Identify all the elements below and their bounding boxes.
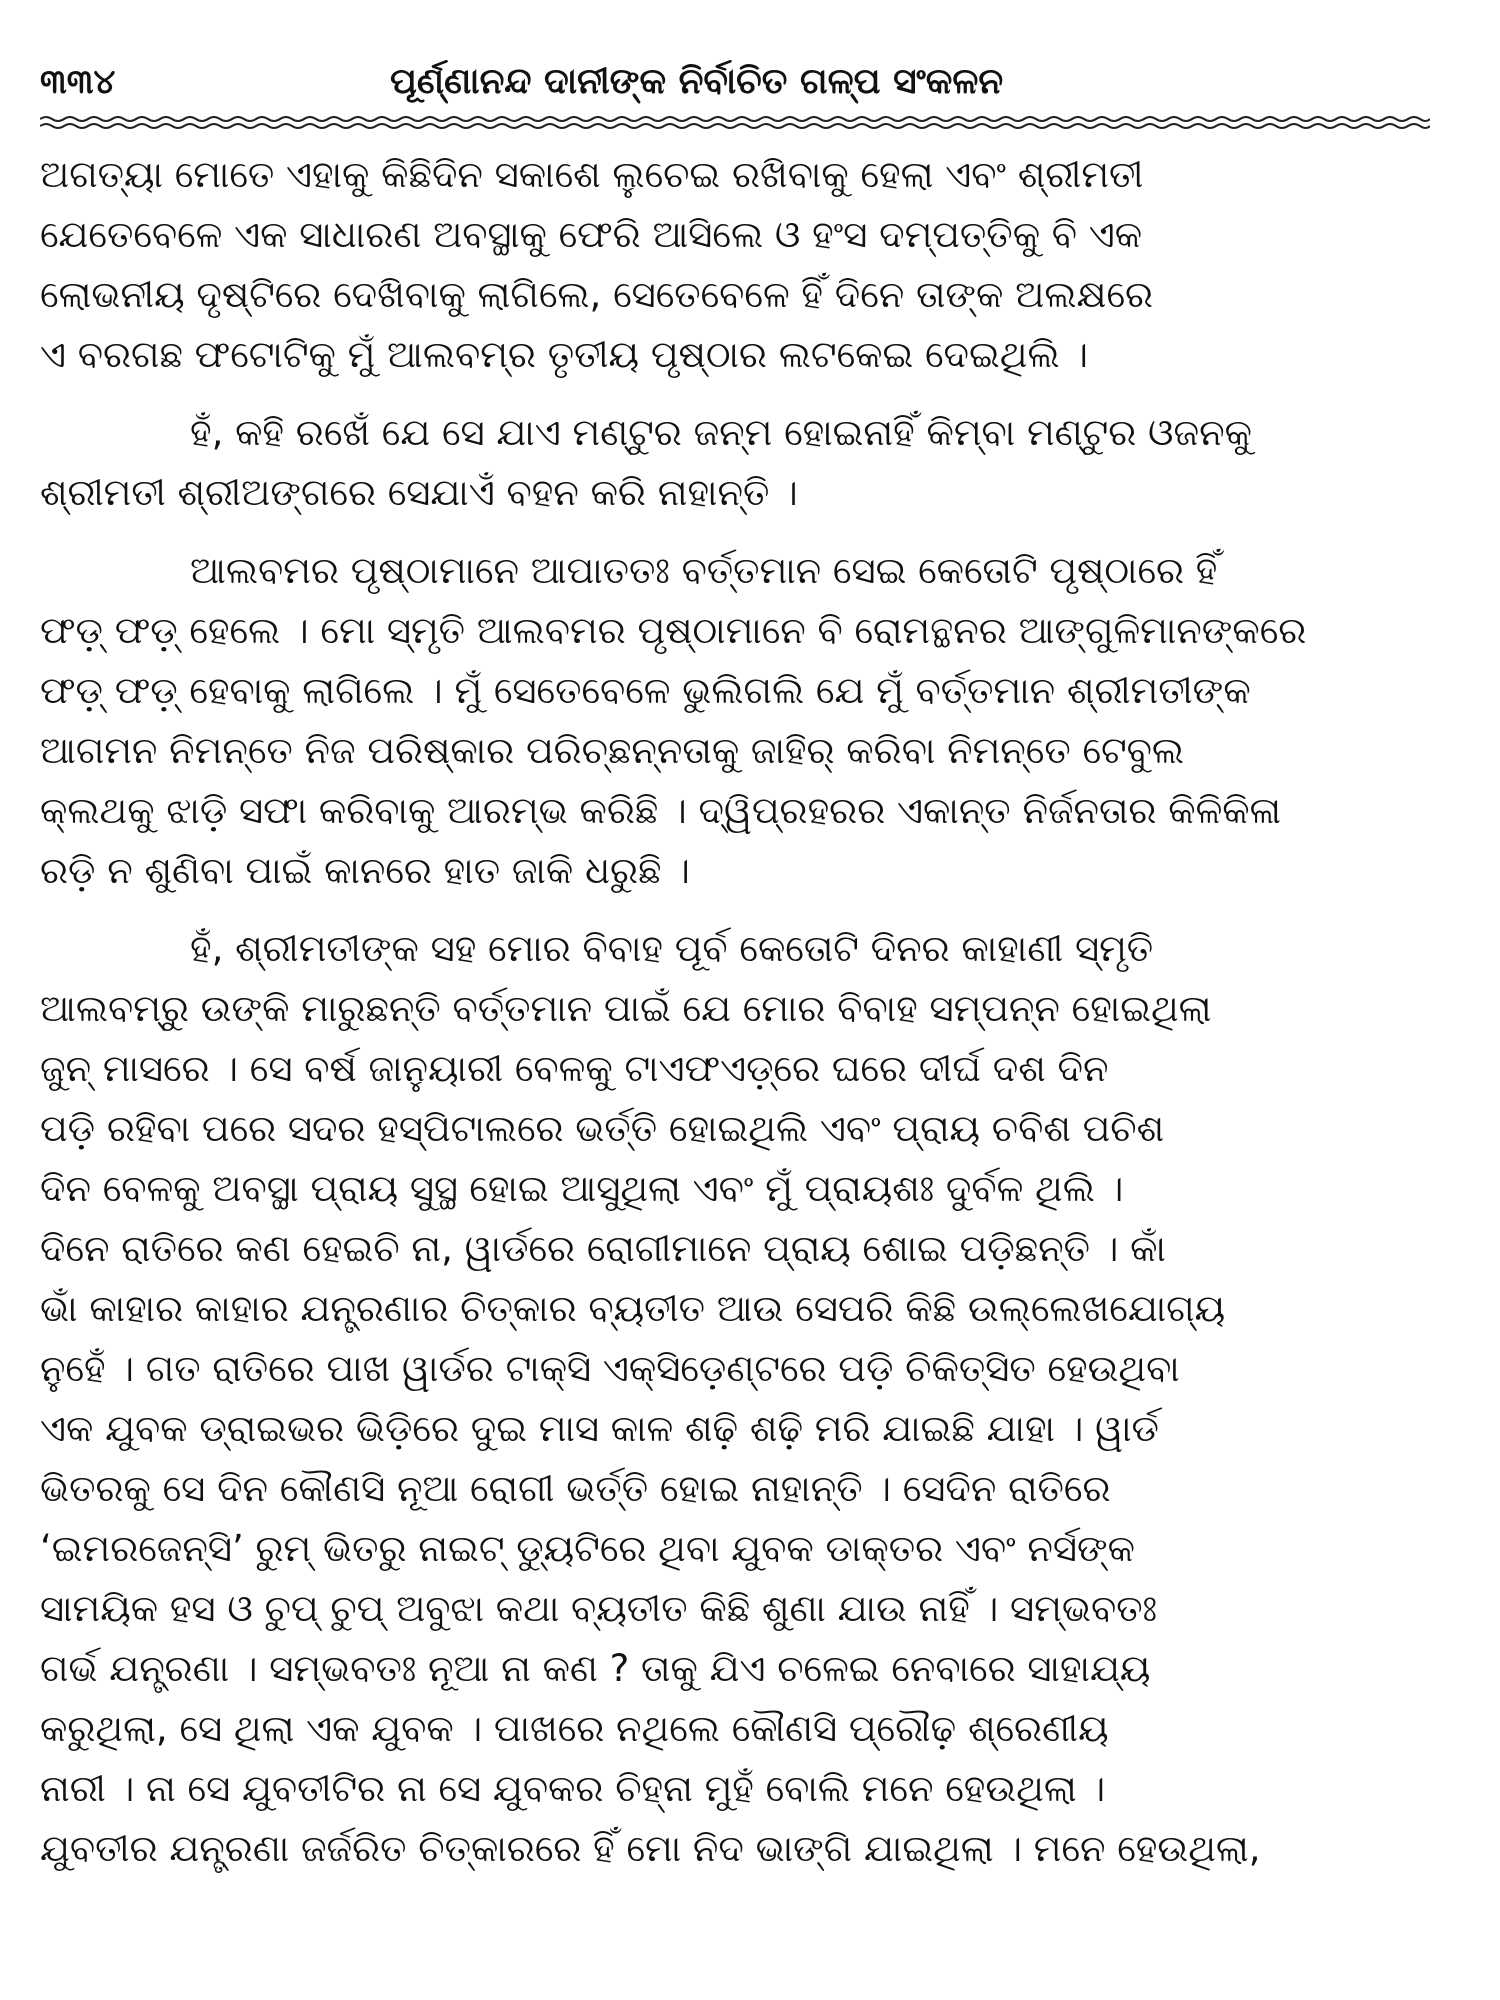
text-line: ଦିନ ବେଳକୁ ଅବସ୍ଥା ପ୍ରାୟ ସୁସ୍ଥ ହୋଇ ଆସୁଥିଲା ଏବଂ ମୁଁ ପ୍ରାୟଶଃ ଦୁର୍ବଳ ଥିଲି । bbox=[40, 1167, 1124, 1210]
text-line: ଅଗତ୍ୟା ମୋତେ ଏହାକୁ କିଛିଦିନ ସକାଶେ ଲୁଚେଇ ରଖିବାକୁ ହେଲା ଏବଂ ଶ୍ରୀମତୀ bbox=[40, 153, 1144, 196]
text-line: ଶ୍ରୀମତୀ ଶ୍ରୀଅଙ୍ଗରେ ସେଯାଏଁ ବହନ କରି ନାହାନ୍ତି । bbox=[40, 471, 798, 514]
text-line: ଆଲବମର ପୃଷ୍ଠାମାନେ ଆପାତତଃ ବର୍ତ୍ତମାନ ସେଇ କେତୋଟି ପୃଷ୍ଠାରେ ହିଁ bbox=[190, 549, 1218, 592]
text-line: ଆଲବମ୍‌ରୁ ଉଙ୍କି ମାରୁଛନ୍ତି ବର୍ତ୍ତମାନ ପାଇଁ ଯେ ମୋର ବିବାହ ସମ୍ପନ୍ନ ହୋଇଥିଲା bbox=[40, 987, 1212, 1030]
text-line: ସାମୟିକ ହସ ଓ ଚୁପ୍ ଚୁପ୍ ଅବୁଝା କଥା ବ୍ୟତୀତ କିଛି ଶୁଣା ଯାଉ ନାହିଁ । ସମ୍ଭବତଃ bbox=[40, 1587, 1157, 1630]
text-line: କ୍ଲଥକୁ ଝାଡ଼ି ସଫା କରିବାକୁ ଆରମ୍ଭ କରିଛି । ଦ୍ୱିପ୍ରହରର ଏକାନ୍ତ ନିର୍ଜନତାର କିଳିକିଳା bbox=[40, 789, 1282, 832]
page-header bbox=[40, 52, 1430, 112]
text-line: ଦିନେ ରାତିରେ କଣ ହେଇଚି ନା, ୱାର୍ଡରେ ରୋଗୀମାନେ ପ୍ରାୟ ଶୋଇ ପଡ଼ିଛନ୍ତି । କାଁ bbox=[40, 1227, 1166, 1270]
text-line: ଜୁନ୍ ମାସରେ । ସେ ବର୍ଷ ଜାନୁୟାରୀ ବେଳକୁ ଟାଏଫଏଡ଼୍‌ରେ ଘରେ ଦୀର୍ଘ ଦଶ ଦିନ bbox=[40, 1047, 1109, 1090]
text-line: ପଡ଼ି ରହିବା ପରେ ସଦର ହସ୍‌ପିଟାଲରେ ଭର୍ତ୍ତି ହୋଇଥିଲି ଏବଂ ପ୍ରାୟ ଚବିଶ ପଚିଶ bbox=[40, 1107, 1165, 1150]
text-line: ଏକ ଯୁବକ ଡ୍ରାଇଭର ଭିଡ଼ିରେ ଦୁଇ ମାସ କାଳ ଶଢ଼ି ଶଢ଼ି ମରି ଯାଇଛି ଯାହା । ୱାର୍ଡ bbox=[40, 1407, 1159, 1450]
text-line: ରଡ଼ି ନ ଶୁଣିବା ପାଇଁ କାନରେ ହାତ ଜାକି ଧରୁଛି । bbox=[40, 849, 690, 892]
text-line bbox=[40, 1879, 1430, 1939]
text-line: ଭାଁ କାହାର କାହାର ଯନ୍ତ୍ରଣାର ଚିତ୍କାର ବ୍ୟତୀତ ଆଉ ସେପରି କିଛି ଉଲ୍ଲେଖଯୋଗ୍ୟ bbox=[40, 1287, 1226, 1330]
text-line: ‘ଇମରଜେନ୍‌ସି’ ରୁମ୍ ଭିତରୁ ନାଇଟ୍ ଡ୍ୟୁଟିରେ ଥିବା ଯୁବକ ଡାକ୍ତର ଏବଂ ନର୍ସଙ୍କ bbox=[40, 1527, 1135, 1570]
text-line: ଗର୍ଭ ଯନ୍ତ୍ରଣା । ସମ୍ଭବତଃ ନୂଆ ନା କଣ ? ତାକୁ ଯିଏ ଚଳେଇ ନେବାରେ ସାହାଯ୍ୟ bbox=[40, 1647, 1151, 1690]
text-line: ହଁ, କହି ରଖେଁ ଯେ ସେ ଯାଏ ମଣ୍ଟୁର ଜନ୍ମ ହୋଇନାହିଁ କିମ୍ବା ମଣ୍ଟୁର ଓଜନକୁ bbox=[190, 411, 1252, 454]
text-line: ନୁହେଁ । ଗତ ରାତିରେ ପାଖ ୱାର୍ଡର ଟାକ୍‌ସି ଏକ୍‌ସିଡ଼େଣ୍ଟରେ ପଡ଼ି ଚିକିତ୍ସିତ ହେଉଥିବା bbox=[40, 1347, 1180, 1390]
text-line: ଫଡ଼୍ ଫଡ଼୍ ହେଲେ । ମୋ ସ୍ମୃତି ଆଲବମର ପୃଷ୍ଠାମାନେ ବି ରୋମନ୍ଥନର ଆଙ୍ଗୁଳିମାନଙ୍କରେ bbox=[40, 609, 1307, 652]
text-line: ହଁ, ଶ୍ରୀମତୀଙ୍କ ସହ ମୋର ବିବାହ ପୂର୍ବ କେତୋଟି ଦିନର କାହାଣୀ ସ୍ମୃତି bbox=[190, 927, 1154, 970]
text-line: ଆଗମନ ନିମନ୍ତେ ନିଜ ପରିଷ୍କାର ପରିଚ୍ଛନ୍ନତାକୁ ଜାହିର୍ କରିବା ନିମନ୍ତେ ଟେବୁଲ bbox=[40, 729, 1185, 772]
text-line: ଯୁବତୀର ଯନ୍ତ୍ରଣା ଜର୍ଜରିତ ଚିତ୍କାରରେ ହିଁ ମୋ ନିଦ ଭାଙ୍ଗି ଯାଇଥିଲା । ମନେ ହେଉଥିଲା, bbox=[40, 1827, 1261, 1870]
text-line: ଲୋଭନୀୟ ଦୃଷ୍ଟିରେ ଦେଖିବାକୁ ଲାଗିଲେ, ସେତେବେଳେ ହିଁ ଦିନେ ତାଙ୍କ ଅଲକ୍ଷରେ bbox=[40, 273, 1154, 316]
text-line: ଭିତରକୁ ସେ ଦିନ କୌଣସି ନୂଆ ରୋଗୀ ଭର୍ତ୍ତି ହୋଇ ନାହାନ୍ତି । ସେଦିନ ରାତିରେ bbox=[40, 1467, 1111, 1510]
text-line: ଫଡ଼୍ ଫଡ଼୍ ହେବାକୁ ଲାଗିଲେ । ମୁଁ ସେତେବେଳେ ଭୁଲିଗଲି ଯେ ମୁଁ ବର୍ତ୍ତମାନ ଶ୍ରୀମତୀଙ୍କ bbox=[40, 669, 1251, 712]
text-line: ନାରୀ । ନା ସେ ଯୁବତୀଟିର ନା ସେ ଯୁବକର ଚିହ୍ନା ମୁହଁ ବୋଲି ମନେ ହେଉଥିଲା । bbox=[40, 1767, 1106, 1810]
page-number: ୩୩୪ bbox=[40, 62, 116, 102]
text-line: କରୁଥିଲା, ସେ ଥିଲା ଏକ ଯୁବକ । ପାଖରେ ନଥିଲେ କୌଣସି ପ୍ରୌଢ଼ ଶ୍ରେଣୀୟ bbox=[40, 1707, 1109, 1750]
text-line: ଯେତେବେଳେ ଏକ ସାଧାରଣ ଅବସ୍ଥାକୁ ଫେରି ଆସିଲେ ଓ ହଂସ ଦମ୍ପତ୍ତିକୁ ବି ଏକ bbox=[40, 213, 1143, 256]
text-line: ଏ ବରଗଛ ଫଟୋଟିକୁ ମୁଁ ଆଲବମ୍‌ର ତୃତୀୟ ପୃଷ୍ଠାର ଲଟକେଇ ଦେଇଥିଲି । bbox=[40, 333, 1089, 376]
running-title: ପୂର୍ଣ୍ଣାନନ୍ଦ ଦାନୀଙ୍କ ନିର୍ବାଚିତ ଗଳ୍ପ ସଂକଳନ bbox=[390, 61, 1004, 102]
decorative-wavy-rule bbox=[40, 115, 1430, 131]
body-text bbox=[40, 145, 1430, 1965]
